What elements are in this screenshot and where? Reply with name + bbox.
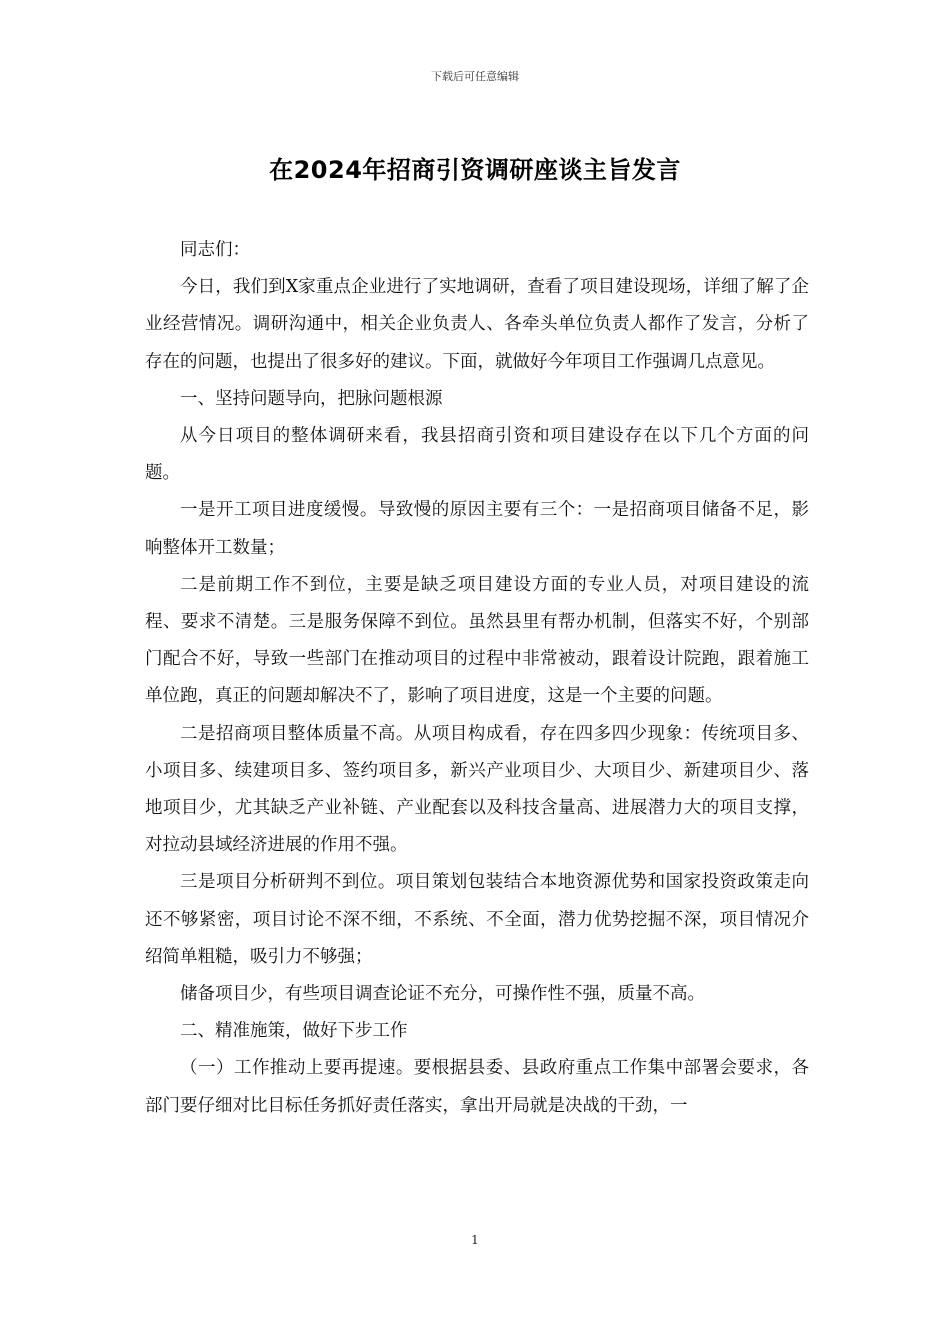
body-paragraph: 二是招商项目整体质量不高。从项目构成看，存在四多四少现象：传统项目多、小项目多、续建项目多、签约项目多，新兴产业项目少、大项目少、新建项目少、落地项目少，尤其缺乏产业补链、产业配套以及科技含量高、进展潜力大的项目支撑，对拉动县域经济进展的作用不强。 [145,723,809,856]
section-heading: 二、精准施策，做好下步工作 [180,1021,408,1042]
salutation-paragraph: 同志们： [180,240,250,260]
body-paragraph: 储备项目少，有些项目调查论证不充分，可操作性不强，质量不高。 [180,984,705,1005]
body-paragraph: 一是开工项目进度缓慢。导致慢的原因主要有三个：一是招商项目储备不足，影响整体开工数量； [145,500,809,558]
body-paragraph: 二是前期工作不到位，主要是缺乏项目建设方面的专业人员，对项目建设的流程、要求不清楚。三是服务保障不到位。虽然县里有帮办机制，但落实不好，个别部门配合不好，导致一些部门在推动项目的过程中非常被动，跟着设计院跑，跟着施工单位跑，真正的问题却解决不了，影响了项目进度，这是一个主要的问题。 [145,574,809,707]
body-paragraph: 从今日项目的整体调研来看，我县招商引资和项目建设存在以下几个方面的问题。 [145,426,809,484]
body-paragraph: 三是项目分析研判不到位。项目策划包装结合本地资源优势和国家投资政策走向还不够紧密，项目讨论不深不细，不系统、不全面，潜力优势挖掘不深，项目情况介绍简单粗糙，吸引力不够强； [145,872,809,967]
body-paragraph: 今日，我们到X家重点企业进行了实地调研，查看了项目建设现场，详细了解了企业经营情况。调研沟通中，相关企业负责人、各牵头单位负责人都作了发言，分析了存在的问题，也提出了很多好的建议。下面，就做好今年项目工作强调几点意见。 [145,277,809,372]
page-number: 1 [471,1233,479,1247]
body-paragraph: （一）工作推动上要再提速。要根据县委、县政府重点工作集中部署会要求，各部门要仔细对比目标任务抓好责任落实，拿出开局就是决战的干劲，一 [145,1058,809,1116]
document-title: 在2024年招商引资调研座谈主旨发言 [269,156,681,184]
page-header: 下载后可任意编辑 [431,70,519,83]
document-body [145,232,809,1125]
section-heading: 一、坚持问题导向，把脉问题根源 [180,388,443,409]
